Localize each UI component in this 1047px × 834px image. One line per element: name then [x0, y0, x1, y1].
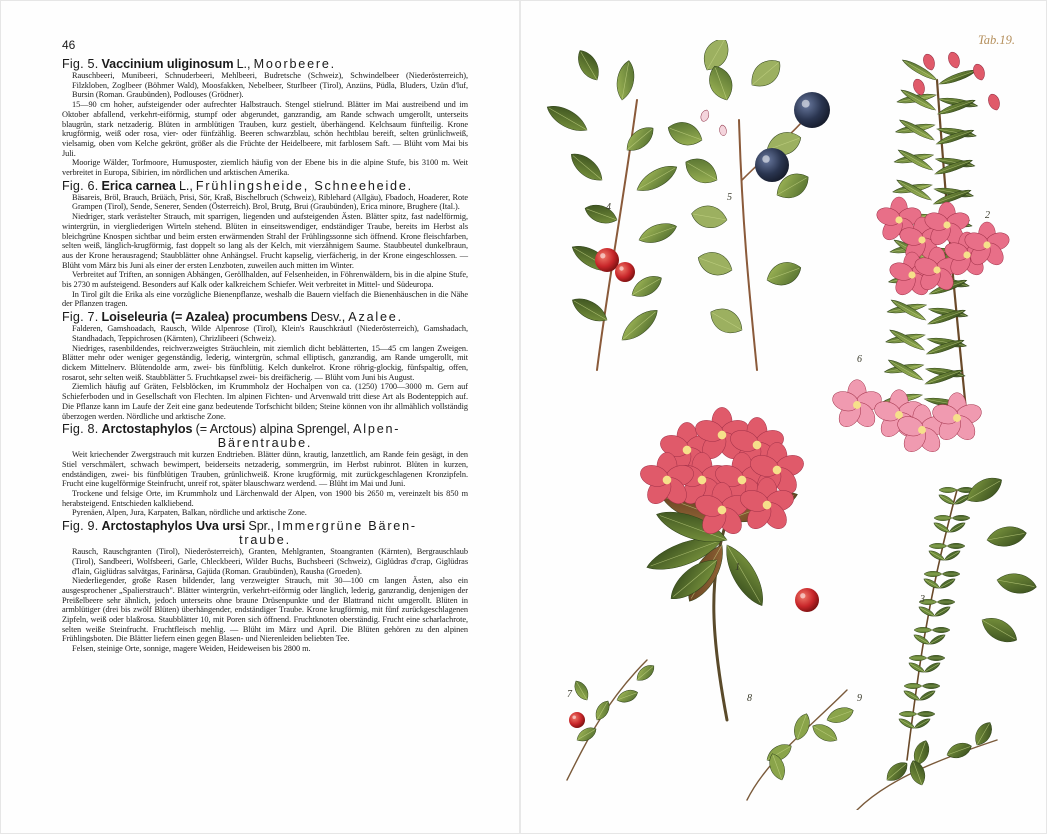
figure-number-label: 1 — [735, 562, 740, 573]
heading-author: Spr., — [248, 519, 275, 534]
leaf-vein — [939, 71, 975, 84]
bell-corolla — [946, 50, 962, 69]
heading-continuation: Bärentraube. — [217, 436, 313, 451]
bell-corolla — [699, 109, 710, 123]
description-paragraph: Ziemlich häufig auf Gräten, Felsblöcken, im Krummholz der Hochalpen von ca. (1250) 1700—3000 m. Gern auf Schieferboden und in Gesellschaft von Flechten. Im alpinen Fichten- und Arvenwald tritt diese Art als Bodenteppich auf. Die Pflanze kann im Laufe der Zeit eine ganz bedeutende Torfschicht bilden; Steine können von ihr allmählich vollständig überzogen werden. Nördliche und arktische Zone. — [62, 382, 468, 421]
fig3-leaf — [939, 487, 957, 492]
berry-body — [615, 262, 635, 282]
fig4-berry — [615, 262, 635, 282]
flower-center — [933, 266, 940, 273]
figure-number-label: 2 — [985, 210, 990, 221]
bell-corolla — [971, 62, 987, 81]
fig9-leaf — [945, 740, 974, 762]
fig3-leaf — [909, 655, 927, 660]
figure-number-label: 4 — [606, 202, 611, 213]
fig5-leaf — [763, 258, 804, 291]
heading-continuation: traube. — [239, 533, 291, 548]
botanical-plate — [527, 40, 1041, 810]
fig3-leaf — [917, 711, 935, 716]
fig3-leaf — [903, 689, 921, 703]
fig5-leaf — [745, 54, 787, 94]
entry-fig-8 — [62, 422, 468, 518]
fig3-rosette — [985, 524, 1028, 550]
flower-center — [963, 251, 970, 258]
fig5-berry — [794, 92, 830, 128]
heading-sci: Arctostaphylos — [101, 422, 193, 437]
fig4-leaf — [582, 201, 620, 228]
entry-fig-7 — [62, 310, 468, 421]
fig8-stem — [747, 690, 847, 800]
fig3-leaf — [918, 605, 936, 619]
flower-center — [918, 236, 925, 243]
fig2-bud — [971, 62, 987, 81]
fig3-leaf — [927, 655, 945, 660]
fig5-leaf — [664, 118, 705, 151]
vernacular-names: Falderen, Gamshoadach, Rausch, Wilde Alpenrose (Tirol), Klein's Rauschkräutl (Niederösterreich), Gamshadach, Standhadach, Teppichrosen (Kärnten), Chrizlibeeri (Schweiz). — [72, 324, 468, 343]
fig7-berry — [569, 712, 585, 728]
berry-highlight — [802, 100, 810, 108]
fig5-leaf — [705, 303, 747, 340]
fig3-leaf — [952, 515, 970, 520]
flower-center — [943, 221, 950, 228]
berry-highlight — [800, 593, 805, 598]
berry-body — [569, 712, 585, 728]
fig3-leaf — [948, 521, 966, 535]
vernacular-names: Rauschbeeri, Munibeeri, Schnuderbeeri, Mehlbeeri, Budretsche (Schweiz), Schwindelbeer (Niederösterreich), Filzkloben, Zoglbeer (Böhmer Wald), Moosfakken, Nebelbeer, Sturlbeer (Tirol), Anzüns, Püdla, Bluders, Uzün d'luf, Bursin (Roman. Graubünden), Podlouses (Grödner). — [72, 71, 468, 100]
fig3-stem — [907, 490, 957, 760]
fig3-leaf — [923, 577, 941, 591]
entry-fig-6 — [62, 179, 468, 309]
description-paragraph: Trockene und felsige Orte, im Krummholz und Lärchenwald der Alpen, von 1900 bis 2650 m, vereinzelt bis 850 m herabsteigend. Entschieden kalkliebend. — [62, 489, 468, 508]
fig4-berry — [595, 248, 619, 272]
fig4-leaf — [573, 46, 604, 84]
figure-number-label: 9 — [857, 693, 862, 704]
fig4-leaf — [633, 160, 681, 197]
fig3-leaf — [938, 493, 956, 507]
description-paragraph: Pyrenäen, Alpen, Jura, Karpaten, Balkan, nördliche und arktische Zone. — [72, 508, 307, 518]
bell-corolla — [986, 92, 1002, 111]
fig3-leaf — [922, 683, 940, 688]
fig3-leaf — [932, 627, 950, 632]
fig3-rosette — [995, 571, 1038, 597]
fig4-leaf — [543, 100, 591, 137]
heading-sci: Arctostaphylos Uva ursi — [101, 519, 246, 534]
fig7-leaf — [634, 662, 658, 684]
right-page — [521, 0, 1047, 834]
vernacular-names: Rausch, Rauschgranten (Tirol), Niederösterreich), Granten, Mehlgranten, Stoangranten (Kärnten), Bergrauschlaub (Tirol), Sandbeeri, Wolfsbeeri, Garle, Chleckbeeri, Wilder Buchs, Buchsbeeri (Schweiz), Giglüdras d'crap, Giglüdras d'lain, Giglüdras salvätgas, Farinärsa, Gajüda (Roman. Graubünden), Rausha (Groeden). — [72, 547, 468, 576]
fig3-leaf — [937, 599, 955, 604]
text-column — [62, 56, 468, 655]
heading-sci: Loiseleuria (= Azalea) procumbens — [101, 310, 308, 325]
bell-corolla — [719, 124, 728, 136]
berry-highlight — [619, 266, 623, 270]
fig5-leaf — [690, 203, 729, 231]
description-paragraph: Verbreitet auf Triften, an sonnigen Abhängen, Geröllhalden, auf Felsenheiden, in Föhrenwäldern, bis in die alpine Stufe, bis 2730 m aufsteigend. Besonders auf Kalk oder kalkreichem Schiefer. Weit verbreitet in Mittel- und Südeuropa. — [62, 270, 468, 290]
fig3-leaf — [928, 633, 946, 647]
flower-center — [908, 271, 915, 278]
fig3-leaf — [928, 549, 946, 563]
fig2-bud — [946, 50, 962, 69]
berry-highlight — [572, 715, 576, 719]
fig3-leaf — [913, 633, 931, 647]
fig3-leaf — [943, 549, 961, 563]
entry-heading — [62, 179, 468, 193]
heading-common: Moorbeere. — [253, 57, 336, 71]
fig3-leaf — [899, 711, 917, 716]
fig3-leaf — [938, 577, 956, 591]
fig3-leaf — [942, 571, 960, 576]
heading-common: Immergrüne Bären- — [277, 519, 417, 534]
description-paragraph: In Tirol gilt die Erika als eine vorzügliche Bienenpflanze, weshalb die Bauern vielfach die Bienenhäuschen in die Nähe der Pflanzen tragen. — [62, 289, 468, 309]
fig1-leaf — [718, 540, 772, 611]
left-page — [0, 0, 519, 834]
figure-number-label: 5 — [727, 192, 732, 203]
heading-common: Azalee. — [348, 310, 403, 325]
entry-heading — [62, 422, 468, 450]
entry-fig-5 — [62, 57, 468, 178]
berry-body — [755, 148, 789, 182]
description-paragraph: Niedriges, rasenbildendes, reichverzweigtes Sträuchlein, mit ziemlich dicht beblätterten, 15—45 cm langen Zweigen. Blätter mehr oder weniger gegenständig, lederig, wintergrün, schmal elliptisch, ganzrandig, am Rande umgerollt, mit dickem Mittelnerv. Blütendolde arm, zwei- bis fünfblütig. Kelch dunkelrot. Krone röhrig-glockig, fünfspaltig, offen, rosarot, sehr selten weiß. Staubblätter 5. Fruchtkapsel zwei- bis dreifächerig. — Blüht vom Juni bis August. — [62, 343, 468, 382]
page-number: 46 — [62, 38, 76, 52]
figure-number-label: 6 — [857, 354, 862, 365]
figure-number-label: 8 — [747, 693, 752, 704]
description-paragraph: Weit kriechender Zwergstrauch mit kurzen Endtrieben. Blätter dünn, krautig, lanzettlich, am Rande fein gesägt, in den Stiel verschmälert, schwach bewimpert, beiderseits netzaderig, sommergrün, im Herbst rubinrot. Blüten in kurzen, endständigen, zwei- bis fünfblütigen Trauben, grünlichweiß. Krone krugförmig, mit zurückgeschlagenen Kronzipfeln. Frucht eine kugelförmige Steinfrucht, unreif rot, später blauschwarz werdend. — Blüht im Mai und Juni. — [62, 450, 468, 489]
figure-number-label: 3 — [920, 594, 925, 605]
heading-author: L., — [178, 178, 193, 193]
heading-author: L., — [236, 57, 251, 71]
description-paragraph: 15—90 cm hoher, aufsteigender oder aufrechter Halbstrauch. Stengel stielrund. Blätter im Mai austreibend und im Oktober abfallend, verkehrt-eiförmig, stumpf oder abgerundet, ganzrandig, am Rande schwach umgerollt, unterseits blaugrün, stark netzaderig. Blüten in armblütigen Trauben, kurz gestielt, überhängend. Kelchsaum fünfteilig. Krone krugförmig, weiß oder rosa, vier- oder fünfzählig. Beeren schwarzblau, schön hechtblau bereift, selten grünlichweiß, vielsamig, oben vom Kelche gekrönt, größer als die Früchte der Heidelbeere, mit farblosem Saft. — Blüht vom Mai bis Juli. — [62, 100, 468, 158]
fig2-bud — [986, 92, 1002, 111]
flower-center — [738, 476, 747, 485]
vernacular-names: Bäsareis, Bröl, Brauch, Brüäch, Prisi, Sör, Kraß, Bischelbruch (Schweiz), Riblehard (Allgäu), Fbadoch, Hoaderer, Rote Grampen (Tirol), Sende, Senerer, Senden (Österreich). Brol, Brutg, Brui (Graubünden), Erica minore, Brughere (Ital.). — [72, 192, 468, 212]
plate-label: Tab.19. — [977, 33, 1015, 47]
heading-fig: Fig. 8. — [62, 422, 99, 437]
description-paragraph: Niederliegender, große Rasen bildender, lang verzweigter Strauch, mit 30—100 cm langen Ästen, also ein ausgesprochener „Spalierstrauch". Blätter wintergrün, verkehrt-eiförmig oder länglich, lederig, ganzrandig, denjenigen der Preißelbeere sehr ähnlich, jedoch unterseits ohne braune Drüsenpunkte und der Blattrand nicht umgerollt. Blüten in armblütiger (drei bis zwölf Blüten) überhängender, endständiger Traube. Krone krugförmig, mit fünf zurückgeschlagenen Zipfeln, weiß oder blaßrosa. Staubblätter 10, mit Poren sich öffnend. Fruchtknoten oberständig. Frucht eine scharlachrote, selten weiße Steinfrucht. Fruchtfleisch mehlig. — Blüht im März und April. Die Blüten gehören zu den alpinen Frühlingsboten. Die Blätter liefern einen gegen Blasen- und Nierenleiden beliebten Tee. — [62, 576, 468, 644]
heading-fig: Fig. 7. — [62, 310, 99, 325]
fig3-leaf — [908, 661, 926, 675]
fig3-rosette — [977, 612, 1021, 648]
flower-center — [683, 446, 692, 455]
flower-center — [698, 476, 707, 485]
description-paragraph: Moorige Wälder, Torfmoore, Humusposter, ziemlich häufig von der Ebene bis in die alpine Stufe, bis 3100 m. Weit verbreitet in Europa, Sibirien, im nördlichen und arktischen Amerika. — [62, 158, 468, 178]
figure-number-label: 7 — [567, 689, 572, 700]
fig4-leaf — [622, 122, 658, 156]
fig9-berry — [795, 588, 819, 612]
entry-heading — [62, 310, 468, 324]
fig5-stem — [739, 120, 757, 370]
fig2-needle — [938, 67, 978, 87]
berry-body — [794, 92, 830, 128]
fig4-leaf — [566, 148, 607, 186]
entry-fig-9 — [62, 519, 468, 654]
flower-center — [953, 414, 961, 422]
heading-author: Desv., — [310, 310, 346, 325]
heading-author: (= Arctous) alpina Sprengel, — [195, 422, 350, 437]
fig7-leaf — [615, 687, 639, 705]
fig3-leaf — [923, 661, 941, 675]
flower-center — [718, 506, 727, 515]
fig3-leaf — [904, 683, 922, 688]
flower-center — [663, 476, 672, 485]
fig7-leaf — [571, 678, 591, 702]
berry-highlight — [762, 155, 769, 162]
fig3-leaf — [918, 689, 936, 703]
flower-center — [895, 216, 902, 223]
heading-sci: Vaccinium uliginosum — [101, 57, 234, 71]
fig5-flower — [719, 124, 728, 136]
flower-center — [853, 401, 861, 409]
heading-sci: Erica carnea — [101, 178, 176, 193]
fig8-leaf — [809, 720, 840, 746]
flower-center — [718, 431, 727, 440]
fig8-leaf — [791, 711, 813, 742]
flower-center — [983, 241, 990, 248]
heading-common: Frühlingsheide, Schneeheide. — [195, 178, 413, 193]
fig4-leaf — [617, 304, 663, 346]
fig9-leaf — [907, 758, 929, 787]
fig3-leaf — [913, 717, 931, 731]
fig3-leaf — [933, 605, 951, 619]
heading-fig: Fig. 9. — [62, 519, 99, 534]
berry-body — [595, 248, 619, 272]
flower-center — [918, 426, 926, 434]
fig5-leaf — [694, 248, 735, 281]
entry-heading — [62, 57, 468, 71]
berry-body — [795, 588, 819, 612]
fig5-flower — [699, 109, 710, 123]
fig3-leaf — [914, 627, 932, 632]
fig5-berry — [755, 148, 789, 182]
fig7-leaf — [592, 698, 612, 722]
heading-fig: Fig. 5. — [62, 57, 99, 71]
fig3-leaf — [947, 543, 965, 548]
fig5-leaf — [680, 153, 722, 190]
fig4-leaf — [614, 59, 637, 101]
flower-center — [763, 501, 772, 510]
flower-center — [773, 466, 782, 475]
fig3-leaf — [929, 543, 947, 548]
flower-center — [753, 441, 762, 450]
description-paragraph: Niedriger, stark verästelter Strauch, mit sparrigen, liegenden und aufsteigenden Ästen. Blätter spitz, fast nadelförmig, wintergrün, in viergliederigen Wirteln stehend. Blüten in einseitswendiger, endständiger Traube, bereits im Herbst als bleichgrüne Knospen sichtbar und beim ersten erwärmenden Strahl der Frühlingssonne sich öffnend. Krone fleischfarben, selten weiß, länglich-krugförmig, fast doppelt so lang als der Kelch, mit vierzähnigem Saume. Staubbeutel dunkelbraun, aus der Krone herausragend; Staubblätter ohne Anhängsel. Frucht kapselig, vierfächerig, in der Krone eingeschlossen. — Blüht vom März bis Juni als einer der ersten Lenzboten, zuweilen auch mitten im Winter. — [62, 212, 468, 270]
fig3-leaf — [924, 571, 942, 576]
fig4-leaf — [636, 219, 679, 248]
berry-highlight — [600, 253, 605, 258]
heading-fig: Fig. 6. — [62, 178, 99, 193]
entry-heading — [62, 519, 468, 547]
heading-common: Alpen- — [353, 422, 401, 437]
description-paragraph: Felsen, steinige Orte, sonnige, magere Weiden, Heideweisen bis 2800 m. — [72, 644, 311, 654]
